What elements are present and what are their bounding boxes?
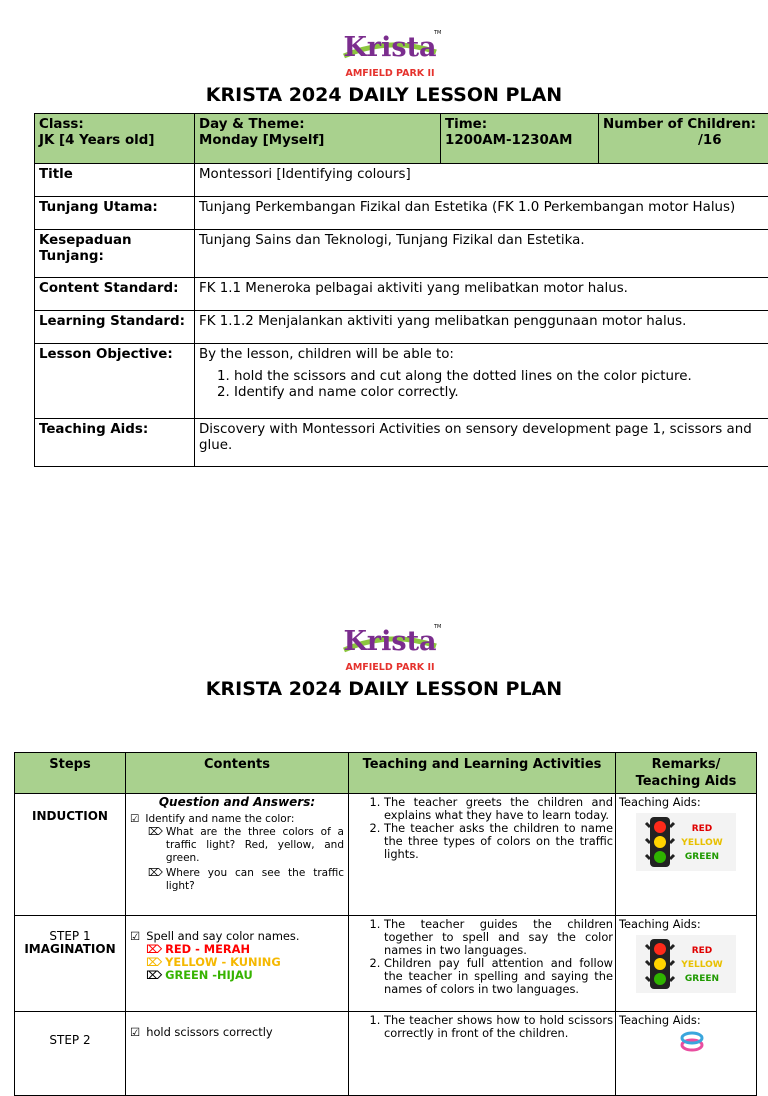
svg-text:YELLOW: YELLOW [680,838,722,848]
table-row [35,344,768,419]
induction-main: Identify and name the color: [145,813,294,826]
color-red: RED - MERAH [165,943,250,956]
svg-text:RED: RED [692,946,713,956]
table-row [15,794,757,916]
svg-text:TM: TM [433,30,441,36]
induction-sub: Where you can see the traffic light? [166,867,344,893]
table-row [35,230,768,278]
list-item: 1. The teacher greets the children and explains what they have to learn today. [384,796,613,822]
page-title: KRISTA 2024 DAILY LESSON PLAN [0,678,768,700]
row-label: Learning Standard: [35,311,195,344]
induction-activities [349,794,616,916]
induction-aids [616,794,757,916]
step1-activities [349,916,616,1012]
class-cell [35,114,195,164]
arrow-icon: ⌦ [146,969,162,982]
arrow-icon: ⌦ [148,867,163,893]
traffic-light-image [636,935,736,993]
induction-contents [126,794,349,916]
step-name: IMAGINATION [16,943,124,956]
row-label: Tunjang Utama: [35,197,195,230]
row-label: Content Standard: [35,278,195,311]
step-2: STEP 2 [15,1012,126,1096]
table-row [35,164,768,197]
checkbox-icon: ☑ [130,930,140,943]
step1-main: Spell and say color names. [146,930,299,943]
time-cell [441,114,599,164]
row-value: Montessori [Identifying colours] [195,164,768,197]
col-activities: Teaching and Learning Activities [349,753,616,794]
lesson-plan-table [34,113,768,467]
aids-label: Teaching Aids: [619,918,753,931]
objective-list [199,369,765,401]
activities-table [14,752,757,1096]
row-value: Tunjang Sains dan Teknologi, Tunjang Fizikal dan Estetika. [195,230,768,278]
objective-label: Lesson Objective: [35,344,195,419]
day-value: Monday [Myself] [199,133,436,149]
list-item: 2. Children pay full attention and follow the teacher in spelling and saying the names of colors in two languages. [384,957,613,996]
objective-intro: By the lesson, children will be able to: [199,347,765,363]
checkbox-icon: ☑ [130,813,139,826]
svg-text:RED: RED [692,824,713,834]
scissors-icon [656,1031,716,1053]
time-value: 1200AM-1230AM [445,133,594,149]
traffic-light-image [636,813,736,871]
list-item: 1. The teacher shows how to hold scissors correctly in front of the children. [384,1014,613,1040]
list-item: 2. The teacher asks the children to name the three types of colors on the traffic lights. [384,822,613,861]
krista-logo [330,616,450,676]
col-remarks: Remarks/ Teaching Aids [616,753,757,794]
qa-title: Question and Answers: [130,796,344,809]
svg-text:GREEN: GREEN [685,852,719,862]
step-1 [15,916,126,1012]
objective-cell [195,344,768,419]
svg-text:AMFIELD PARK II: AMFIELD PARK II [345,68,434,79]
svg-text:Krista: Krista [343,32,436,63]
row-label: Title [35,164,195,197]
row-value: FK 1.1 Meneroka pelbagai aktiviti yang melibatkan motor halus. [195,278,768,311]
aids-label: Teaching Aids: [619,796,753,809]
list-item: 1. hold the scissors and cut along the dotted lines on the color picture. [234,369,765,385]
induction-sub: What are the three colors of a traffic light? Red, yellow, and green. [166,826,344,865]
svg-text:YELLOW: YELLOW [680,960,722,970]
svg-text:AMFIELD PARK II: AMFIELD PARK II [345,662,434,673]
step2-contents [126,1012,349,1096]
table-row [35,197,768,230]
day-label: Day & Theme: [199,117,436,133]
table-header-row [15,753,757,794]
class-value: JK [4 Years old] [39,133,190,149]
color-yellow: YELLOW - KUNING [165,956,281,969]
children-label: Number of Children: [603,117,765,133]
aids-label: Teaching Aids: [619,1014,753,1027]
list-item: 1. The teacher guides the children together to spell and say the color names in two languages. [384,918,613,957]
class-label: Class: [39,117,190,133]
svg-text:TM: TM [433,624,441,630]
row-value: FK 1.1.2 Menjalankan aktiviti yang melibatkan penggunaan motor halus. [195,311,768,344]
step2-aids [616,1012,757,1096]
arrow-icon: ⌦ [146,943,162,956]
step2-main: hold scissors correctly [146,1026,272,1039]
list-item: 2. Identify and name color correctly. [234,385,765,401]
children-value: /16 [603,133,765,149]
table-row [35,278,768,311]
krista-logo [330,22,450,82]
aids-label: Teaching Aids: [35,419,195,467]
row-label: Kesepaduan Tunjang: [35,230,195,278]
step-induction: INDUCTION [15,794,126,916]
table-row [35,419,768,467]
arrow-icon: ⌦ [146,956,162,969]
children-cell [599,114,768,164]
svg-text:Krista: Krista [343,626,436,657]
step2-activities [349,1012,616,1096]
day-theme-cell [195,114,441,164]
col-contents: Contents [126,753,349,794]
arrow-icon: ⌦ [148,826,163,865]
col-steps: Steps [15,753,126,794]
step1-aids [616,916,757,1012]
page-title: KRISTA 2024 DAILY LESSON PLAN [0,84,768,106]
table-row [15,916,757,1012]
row-value: Tunjang Perkembangan Fizikal dan Estetika (FK 1.0 Perkembangan motor Halus) [195,197,768,230]
step1-contents [126,916,349,1012]
color-green: GREEN -HIJAU [165,969,253,982]
table-row [35,311,768,344]
aids-value: Discovery with Montessori Activities on sensory development page 1, scissors and glue. [195,419,768,467]
table-header-row [35,114,768,164]
checkbox-icon: ☑ [130,1026,140,1039]
time-label: Time: [445,117,594,133]
table-row [15,1012,757,1096]
svg-text:GREEN: GREEN [685,974,719,984]
step-number: STEP 1 [16,930,124,943]
